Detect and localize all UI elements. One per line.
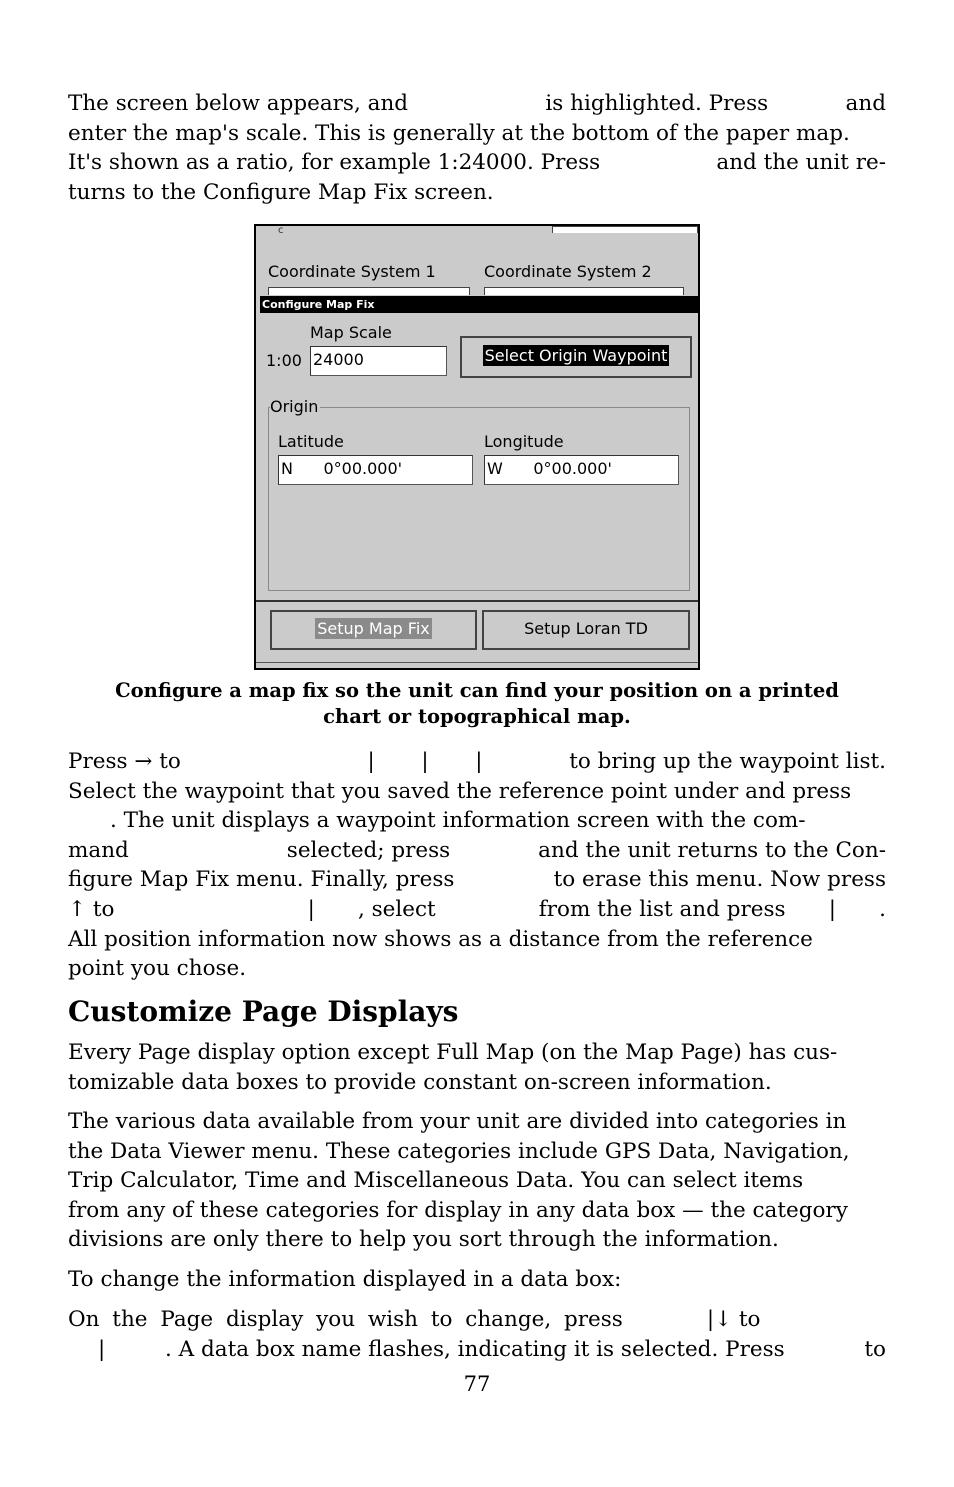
text-line [68, 806, 886, 836]
body-paragraph [68, 1265, 886, 1295]
setup-loran-td-label: Setup Loran TD [524, 619, 648, 638]
text-line [68, 777, 886, 807]
caption-line: chart or topographical map. [323, 705, 631, 728]
text-segment: | [367, 749, 375, 774]
dialog-title: Configure Map Fix [262, 298, 375, 311]
text-segment: To change the information displayed in a data box: [68, 1267, 622, 1292]
map-scale-input[interactable]: 24000 [310, 346, 447, 376]
text-segment: | [828, 896, 836, 922]
text-line [68, 148, 886, 178]
text-line [68, 1038, 886, 1068]
text-segment: Trip Calculator, Time and Miscellaneous Data. You can select items [68, 1168, 804, 1194]
body-paragraph [68, 1107, 886, 1255]
longitude-label: Longitude [484, 432, 564, 451]
text-segment: . The unit displays a waypoint information screen with the com- [110, 808, 806, 834]
coord-system-1-select[interactable] [268, 287, 470, 295]
text-line [68, 89, 886, 119]
text-segment: | [307, 896, 315, 922]
text-segment: , select [357, 896, 436, 922]
text-segment: On the Page display you wish to change, press [68, 1307, 623, 1332]
text-line [68, 1166, 886, 1196]
text-line [68, 178, 886, 208]
text-segment: The various data available from your unit are divided into categories in [68, 1109, 847, 1134]
text-line [68, 836, 886, 866]
text-segment: |↓ to [706, 1307, 761, 1332]
text-segment: from the list and press [538, 896, 786, 922]
text-segment: . A data box name flashes, indicating it is selected. Press [165, 1336, 785, 1362]
text-segment: is highlighted. Press [545, 91, 769, 116]
text-line [68, 1335, 886, 1365]
body-paragraph [68, 1038, 886, 1097]
text-segment: figure Map Fix menu. Finally, press [68, 867, 455, 893]
text-segment: enter the map's scale. This is generally at the bottom of the paper map. [68, 120, 850, 146]
setup-loran-td-button[interactable] [482, 610, 690, 650]
text-line [68, 1265, 886, 1295]
text-line [68, 865, 886, 895]
device-screenshot [254, 224, 700, 670]
text-segment: All position information now shows as a distance from the reference [68, 926, 813, 952]
text-line [68, 954, 886, 984]
text-segment: from any of these categories for display in any data box — the category [68, 1197, 848, 1223]
select-origin-waypoint-button[interactable] [460, 336, 692, 378]
text-segment: It's shown as a ratio, for example 1:24000. Press [68, 150, 601, 176]
bottom-divider [256, 662, 698, 663]
longitude-input[interactable]: W 0°00.000' [484, 455, 679, 485]
text-segment: point you chose. [68, 956, 247, 982]
text-segment: turns to the Configure Map Fix screen. [68, 179, 494, 205]
text-segment: selected; press [286, 837, 451, 863]
latitude-input[interactable]: N 0°00.000' [278, 455, 473, 485]
text-segment: tomizable data boxes to provide constant on-screen information. [68, 1069, 772, 1095]
text-line [68, 119, 886, 149]
text-line [68, 1225, 886, 1255]
text-segment: Press → to [68, 749, 181, 774]
text-segment: | [475, 749, 483, 774]
text-line [68, 1305, 886, 1335]
text-segment: mand [68, 837, 129, 863]
partial-combo [552, 226, 698, 233]
section-heading: Customize Page Displays [68, 995, 459, 1028]
text-segment: and the unit returns to the Con- [538, 837, 886, 863]
setup-map-fix-button[interactable] [270, 610, 477, 650]
text-segment: ↑ to [68, 896, 115, 922]
coord-system-2-label: Coordinate System 2 [484, 262, 652, 281]
instructions-paragraph [68, 747, 886, 984]
text-segment: | [98, 1336, 106, 1362]
text-segment: Every Page display option except Full Map (on the Map Page) has cus- [68, 1040, 838, 1065]
page-number: 77 [463, 1372, 491, 1396]
text-line [68, 1137, 886, 1167]
text-line [68, 1196, 886, 1226]
divider [256, 600, 698, 602]
coord-system-2-select[interactable] [484, 287, 684, 295]
text-segment: and [845, 91, 886, 116]
setup-map-fix-label: Setup Map Fix [317, 619, 430, 638]
text-segment: to bring up the waypoint list. [569, 749, 886, 774]
background-menu [256, 226, 698, 296]
text-segment: The screen below appears, and [68, 91, 409, 116]
map-scale-label: Map Scale [310, 323, 392, 342]
caption-line: Configure a map fix so the unit can find your position on a printed [115, 679, 839, 702]
text-segment: Select the waypoint that you saved the reference point under and press [68, 778, 852, 804]
text-segment: divisions are only there to help you sort through the information. [68, 1227, 779, 1253]
text-line [68, 925, 886, 955]
text-segment: and the unit re- [716, 150, 886, 176]
scale-prefix: 1:00 [266, 351, 302, 370]
select-origin-waypoint-label: Select Origin Waypoint [484, 346, 668, 365]
figure-caption [68, 678, 886, 730]
text-segment: to [864, 1336, 886, 1362]
text-segment: the Data Viewer menu. These categories include GPS Data, Navigation, [68, 1138, 850, 1164]
text-segment: to erase this menu. Now press [553, 867, 886, 893]
coord-system-1-label: Coordinate System 1 [268, 262, 436, 281]
text-segment: . [879, 896, 886, 922]
partial-text: c [278, 225, 284, 236]
text-line [68, 1107, 886, 1137]
text-segment: | [421, 749, 429, 774]
text-line [68, 1068, 886, 1098]
dialog-title-bar [260, 296, 700, 313]
body-paragraph [68, 1305, 886, 1364]
origin-group-label: Origin [270, 397, 319, 416]
intro-paragraph [68, 89, 886, 207]
text-line [68, 895, 886, 925]
text-line [68, 747, 886, 777]
latitude-label: Latitude [278, 432, 344, 451]
